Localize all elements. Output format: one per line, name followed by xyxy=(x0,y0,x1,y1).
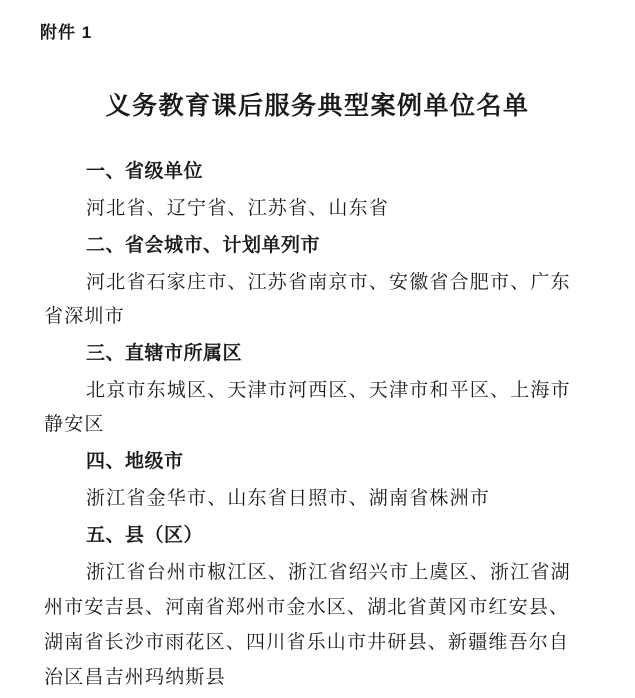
document-title: 义务教育课后服务典型案例单位名单 xyxy=(105,92,530,120)
section-text-line: 湖南省长沙市雨花区、四川省乐山市井研县、新疆维吾尔自 xyxy=(44,632,570,653)
section-text-line: 河北省、辽宁省、江苏省、山东省 xyxy=(86,198,390,219)
attachment-label: 附件 1 xyxy=(40,23,93,42)
section-heading-prefecture-cities: 四、地级市 xyxy=(86,451,184,472)
section-heading-provincial: 一、省级单位 xyxy=(86,161,204,182)
section-text-line: 静安区 xyxy=(44,414,105,435)
section-heading-municipal-districts: 三、直辖市所属区 xyxy=(86,343,243,364)
section-text-line: 省深圳市 xyxy=(44,306,125,327)
section-text-line: 治区昌吉州玛纳斯县 xyxy=(44,667,226,688)
section-heading-counties: 五、县（区） xyxy=(86,525,204,546)
section-text-line: 浙江省金华市、山东省日照市、湖南省株洲市 xyxy=(86,488,491,509)
section-text-line: 河北省石家庄市、江苏省南京市、安徽省合肥市、广东 xyxy=(86,272,571,293)
section-text-line: 北京市东城区、天津市河西区、天津市和平区、上海市 xyxy=(86,380,571,401)
section-heading-capital-cities: 二、省会城市、计划单列市 xyxy=(86,235,321,256)
section-text-line: 州市安吉县、河南省郑州市金水区、湖北省黄冈市红安县、 xyxy=(44,597,570,618)
section-text-line: 浙江省台州市椒江区、浙江省绍兴市上虞区、浙江省湖 xyxy=(86,562,571,583)
